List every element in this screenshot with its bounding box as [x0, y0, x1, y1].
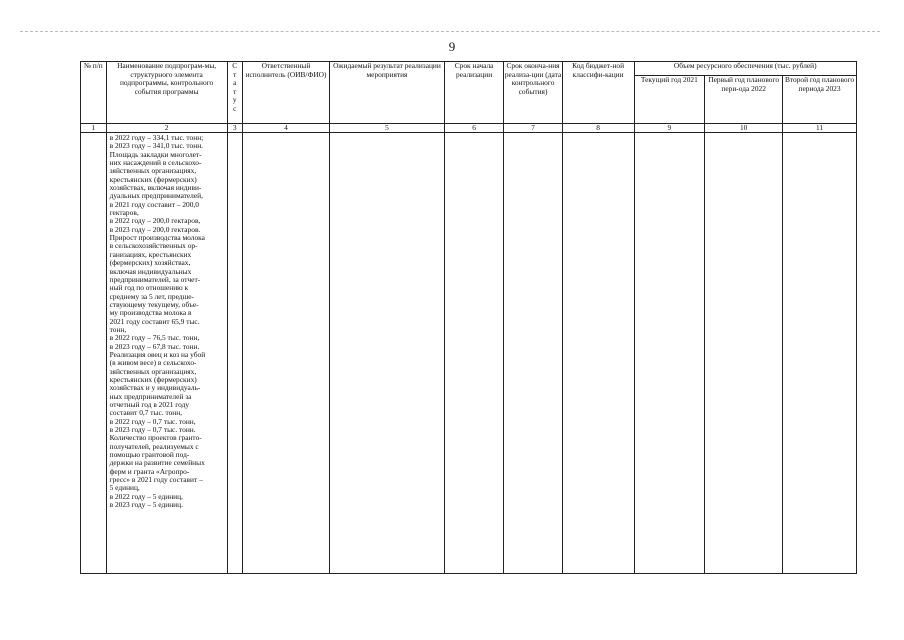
- table-row: [81, 133, 857, 574]
- description-line: в 2023 году – 67,8 тыс. тонн.: [109, 341, 200, 351]
- cell-number: [81, 133, 107, 574]
- status-letter: С: [232, 61, 238, 70]
- description-line: ных предпринимателей за: [109, 391, 192, 401]
- header-col-budget-code: Код бюджет-ной классифи-кации: [562, 62, 634, 124]
- description-line: тонн,: [109, 324, 127, 334]
- cell-start: [444, 133, 503, 574]
- status-letters: [228, 62, 242, 113]
- column-number: 10: [705, 124, 783, 133]
- description-line: зяйственных организациях,: [109, 366, 197, 376]
- status-letter: у: [232, 95, 237, 104]
- description-line: в 2022 году – 334,1 тыс. тонн;: [109, 133, 204, 142]
- description-line: в 2023 году – 200,0 гектаров.: [109, 224, 201, 234]
- description-line: крестьянских (фермерских): [109, 174, 197, 184]
- description-line: гектаров,: [109, 208, 139, 218]
- description-line: среднему за 5 лет, предше-: [109, 291, 194, 301]
- status-letter: а: [233, 78, 237, 87]
- column-number: 5: [330, 124, 445, 133]
- description-line: в 2023 году – 5 единиц.: [109, 500, 183, 510]
- description-line: хозяйствах, включая индиви-: [109, 183, 202, 193]
- header-col-number: № п/п: [81, 62, 107, 124]
- cell-status: [227, 133, 242, 574]
- description-line: Количество проектов гранто-: [109, 433, 202, 443]
- description-line: 2021 году составит 65,9 тыс.: [109, 316, 200, 326]
- header-resources: Объем ресурсного обеспечения (тыс. рублей): [634, 62, 857, 76]
- cell-current-year: [634, 133, 705, 574]
- description-line: составит 0,7 тыс. тонн,: [109, 408, 183, 418]
- header-col-status: [227, 62, 242, 124]
- column-number: 6: [444, 124, 503, 133]
- description-line: (фермерских) хозяйствах,: [109, 258, 191, 268]
- description-line: ный год по отношению к: [109, 283, 189, 293]
- description-line: держки на развитие семейных: [109, 458, 205, 468]
- description-line: гресс» в 2021 году составит –: [109, 475, 203, 485]
- column-number: 11: [783, 124, 857, 133]
- description-line: отчетный год в 2021 году: [109, 400, 190, 409]
- cell-description: [106, 133, 227, 574]
- header-col-result: Ожидаемый результат реализации мероприятия: [330, 62, 445, 124]
- description-line: дуальных предпринимателей,: [109, 191, 203, 201]
- description-line: хозяйствах и у индивидуаль-: [109, 383, 201, 393]
- description-text: [107, 133, 227, 509]
- description-line: в сельскохозяйственных ор-: [109, 241, 198, 251]
- header-col-name: Наименование подпрограм-мы, структурного элемента подпрограммы, контрольного события программы: [106, 62, 227, 124]
- description-line: Площадь закладки многолет-: [109, 149, 202, 159]
- column-number: 3: [227, 124, 242, 133]
- description-line: 5 единиц,: [109, 483, 140, 493]
- description-line: ствующему текущему, объе-: [109, 299, 199, 309]
- cell-budget-code: [562, 133, 634, 574]
- column-number: 7: [504, 124, 562, 133]
- description-line: крестьянских (фермерских): [109, 374, 197, 384]
- description-line: в 2023 году – 341,0 тыс. тонн.: [109, 141, 203, 151]
- column-number: 9: [634, 124, 705, 133]
- column-number: 1: [81, 124, 107, 133]
- status-letter: с: [233, 103, 237, 113]
- description-line: в 2022 году – 76,5 тыс. тонн,: [109, 333, 200, 343]
- column-number: 8: [562, 124, 634, 133]
- description-line: зяйственных организациях,: [109, 166, 197, 176]
- header-col-start: Срок начала реализации: [444, 62, 503, 124]
- status-letter: т: [233, 69, 237, 79]
- description-line: в 2021 году составит – 200,0: [109, 199, 199, 209]
- description-line: в 2023 году – 0,7 тыс. тонн.: [109, 425, 196, 435]
- cell-executor: [242, 133, 329, 574]
- page-number: 9: [448, 39, 456, 54]
- description-line: Прирост производства молока: [109, 233, 205, 243]
- description-line: в 2022 году – 0,7 тыс. тонн,: [109, 416, 196, 426]
- description-line: в 2022 году – 5 единиц,: [109, 491, 183, 501]
- description-line: включая индивидуальных: [109, 266, 192, 276]
- description-line: ганизациях, крестьянских: [109, 249, 192, 259]
- header-col-first-plan-year: Первый год планового пери-ода 2022: [705, 76, 783, 124]
- description-line: (в живом весе) в сельскохо-: [109, 358, 197, 368]
- description-line: Реализация овец и коз на убой: [109, 349, 206, 359]
- header-col-executor: Ответственный исполнитель (ОИВ/ФИО): [242, 62, 329, 124]
- header-col-current-year: Текущий год 2021: [634, 76, 705, 124]
- column-number: 2: [106, 124, 227, 133]
- description-line: му производства молока в: [109, 308, 192, 318]
- description-line: них насаждений в сельскохо-: [109, 158, 202, 168]
- description-line: в 2022 году – 200,0 гектаров,: [109, 216, 201, 226]
- top-dashed-rule: [20, 31, 880, 32]
- resource-table: [80, 61, 857, 574]
- header-col-end: Срок оконча-ния реализа-ции (дата контрольного события): [504, 62, 562, 124]
- column-numbers-row: [81, 124, 857, 133]
- description-line: ферм и гранта «Агропро-: [109, 466, 190, 476]
- cell-end: [504, 133, 562, 574]
- cell-first-plan-year: [705, 133, 783, 574]
- cell-second-plan-year: [783, 133, 857, 574]
- column-number: 4: [242, 124, 329, 133]
- description-line: помощью грантовой под-: [109, 450, 190, 460]
- cell-result: [330, 133, 445, 574]
- description-line: предпринимателей, за отчет-: [109, 274, 201, 284]
- description-line: получателей, реализуемых с: [109, 441, 199, 451]
- header-col-second-plan-year: Второй год планового периода 2023: [783, 76, 857, 124]
- status-letter: т: [233, 86, 237, 96]
